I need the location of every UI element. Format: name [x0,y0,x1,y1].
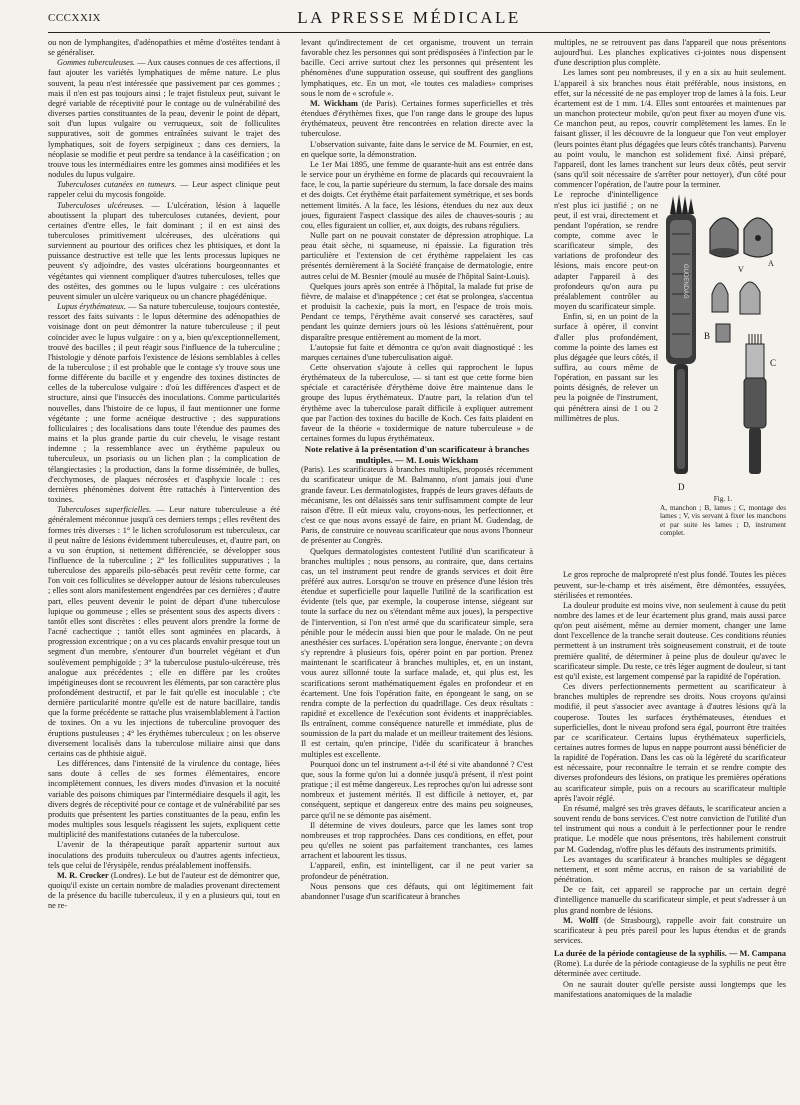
paragraph: Pourquoi donc un tel instrument a-t-il été si vite abandonné ? C'est que, sous la forme qu'on lui a donnée jusqu'à présent, il n'est point pratique ; il est même dangereux. Les reproches qu'on lui adresse sont nombreux et justement mérités. Il est difficile à nettoyer, et, par conséquent, septique et dangereux entre des mains peu soigneuses, parce qu'il ne se démonte pas aisément. [301,759,533,820]
figure-legend: A, manchon ; B, lames ; C, montage des lames ; V, vis servant à fixer les manchons et par suite les lames ; D, instrument complet. [660,503,786,538]
paragraph: Il détermine de vives douleurs, parce que les lames sont trop nombreuses et trop rapprochées. Dans ces conditions, en effet, pour peu qu'elles ne soient pas parfaitement tranchantes, ces lames arrachent et labourent les tissus. [301,820,533,861]
part-manchon [710,218,774,274]
paragraph: Ces divers perfectionnements permettent au scarificateur à branches multiples de reprendre ses droits. Nous croyons qu'ainsi modifié, il peut s'associer avec avantage à d'autres lésions qu'à la couperose. Toutes les surfaces érythémateuses, étendues et superficielles, dont le niveau profond sera égal, pourront être traitées par ce scarificateur. Certains lupus érythémateux superficiels, certaines autres formes de lupus en nappe pourront aussi bénéficier de la rapidité de l'opération. Dans les cas où la légèreté du scarificateur est nécessaire, pour reconnaître le terrain et se rendre compte des diverses profondeurs des lésions, on pratique les premières opérations au scarificateur simple, puis on a recours au scarificateur multiple après l'avoir réglé. [554,682,786,803]
column-1 [48,38,280,1102]
instrument-complete [666,194,696,474]
article-title: Note relative à la présentation d'un scarificateur à branches multiples. — M. Louis Wickham [304,444,530,465]
speaker-name: M. Wolff [563,915,599,925]
paragraph: De ce fait, cet appareil se rapproche par un certain degré d'intelligence manuelle du scarificateur simple, et peut s'adresser à un plus grand nombre de lésions. [554,885,786,915]
column-2 [301,38,533,1102]
part-montage [744,334,776,474]
header-rule [48,32,770,33]
paragraph: ou non de lymphangites, d'adénopathies et même d'ostéites tendant à se généraliser. [48,38,280,58]
paragraph: Les différences, dans l'intensité de la virulence du contage, liées sans doute à celles de ses formes élémentaires, encore incomplètement connues, les divers modes d'invasion et la nocuité variable des poisons chimiques par l'intermédiaire desquels il agit, les divers degrés de réceptivité pour ce contage et de vulnérabilité par ses produits que présentent les parties constituantes de la peau, enfin les modes multiples sous lesquels réagissent les sujets, expliquent cette multiplicité des manifestations cutanées de la tuberculose. [48,759,280,840]
part-lames [704,282,760,342]
speaker-name: M. Wickham [310,98,358,108]
label-c: C [770,358,777,369]
paragraph: Nous pensons que ces défauts, qui ont légitimement fait abandonner l'usage d'un scarificateur à branches [301,881,533,901]
figure-wrap-text [554,190,658,424]
paragraph: L'observation suivante, faite dans le service de M. Fournier, en est, en quelque sorte, la démonstration. [301,139,533,159]
page-header [48,8,770,30]
journal-masthead: LA PRESSE MÉDICALE [297,8,521,27]
paragraph: Les avantages du scarificateur à branches multiples se dégagent nettement, et sont même accrus, en raison de sa variabilité de pénétration. [554,854,786,885]
paragraph: La durée de la période contagieuse de la syphilis. — M. Campana (Rome). La durée de la période contagieuse de la syphilis ne peut être déterminée avec certitude. [554,949,786,979]
paragraph: Nulle part on ne pouvait constater de dépression atrophique. La peau était sèche, ni squameuse, ni épaissie. La figuration très particulière et l'extension de cet érythème rappelaient les cas présentés dernièrement à la Société française de dermatologie, entre autres celui de M. Besnier (moulé au musée de l'hôpital Saint-Louis). [301,230,533,281]
paragraph: L'autopsie fut faite et démontra ce qu'on avait diagnostiqué : les marques certaines d'une tuberculisation aiguë. [301,342,533,362]
column-3 [554,38,786,1102]
paragraph: L'appareil, enfin, est inintelligent, car il ne peut varier sa profondeur de pénétration. [301,861,533,881]
paragraph: Le 1er Mai 1895, une femme de quarante-huit ans est entrée dans le service pour un érythème en forme de placards qui recouvraient la face, le cou, la partie supérieure du sternum, la face dorsale des mains et des doigts. Cet érythème était parfaitement symétrique, et ses bords nettement limités. A la face, les lésions, étendues du nez aux deux joues, figuraient l'aspect classique des ailes de chauves-souris ; au cou, elles figuraient un collier, et, aux doigts, des rubans réguliers. [301,159,533,230]
paragraph: levant qu'indirectement de cet organisme, trouvent un terrain favorable chez les personnes qui sont prédisposées à l'infection par le bacille. Ceci arrive surtout chez les personnes qui présentent les phénomènes d'une suppuration osseuse, qui souffrent des ganglions lymphatiques, etc. En un mot, «le toutes ces maladies» comprises sous le nom de « scrofule ». [301,38,533,98]
figure-caption [660,495,786,538]
paragraph: Le reproche d'inintelligence n'est plus ici justifié ; on ne peut, il est vrai, directement et pendant l'opération, se rendre compte, comme avec le scarificateur simple, des variations de profondeur des lésions, mais encore peut-on adapter l'appareil à des profondeurs qu'on aura pu préalablement contrôler au moyen du scarificateur simple. [554,190,658,312]
paragraph: Quelques dermatologistes contestent l'utilité d'un scarificateur à branches multiples ; nous pensons, au contraire, que, dans certains cas, un tel instrument peut rendre de grands services et doit être préféré aux autres. Lorsqu'on se trouve en présence d'une lésion très étendue et superficielle pour laquelle l'utilité de la scarification est évidente (tels que, par exemple, la couperose intense, siégeant sur toute la surface du nez ou s'étendant même aux joues), la perspective de l'intervention, si l'on n'est armé que du scarificateur simple, sera pénible pour le médecin aussi bien que pour le malade. On ne peut anesthésier ces surfaces. L'opération sera longue, énervante ; on devra s'y reprendre à plusieurs fois, opérer point en par portion. Prenez maintenant le scarificateur à branches multiples, et, en un instant, vous aurez sillonné toute la surface malade, et, qui plus est, les scarifications seront mathématiquement égales en profondeur et en écartement. Une fois l'opération faite, en épongeant le sang, on se rendra compte de la perfection du quadrillage. Ces deux résultats : rapidité et excellence de l'exécution sont évidents et inappréciables. Ils entraînent, comme conséquence naturelle et immédiate, plus de soumission de la part du malade et un meilleur traitement des lésions. Il est certain, qu'en principe, l'idée du scarificateur à branches multiples est excellente. [301,546,533,759]
paragraph: Cette observation s'ajoute à celles qui rapprochent le lupus érythémateux de la tuberculose, — si tant est que cette forme bien spéciale et caractérisée d'érythème doive être maintenue dans le groupe des lupus érythémateux. D'autre part, la relation d'un tel érythème avec la tuberculose paraît difficile à expliquer autrement que par l'action des toxines du bacille de Koch. Ces faits plaident en faveur de la théorie « toxidermique de nature tuberculeuse » de certaines formes du lupus érythémateux. [301,363,533,444]
section-heading: Gommes tuberculeuses. [57,58,136,68]
figure-number: Fig. 1. [713,495,733,504]
section-heading: Tuberculoses superficielles. [57,505,152,515]
paragraph: Gommes tuberculeuses. — Aux causes connues de ces affections, il faut ajouter les variétés lymphatiques de même nature. Le plus souvent, la peau n'est intéressée que passivement par ces gommes ; mais il n'en est pas toujours ainsi ; le trajet fistuleux peut, suivant le degré variable de réceptivité pour le contage ou de vulnérabilité des diverses parties constituantes de la peau, devenir le point de départ, soit d'un lupus vulgaire ou verruqueux, soit de folliculites suppuratives, soit de gommes entraînées suivant le trajet des lymphatiques, soit de foyers serpigineux ; dans ces derniers, la néoplasie se modifie et peut perdre sa tendance à la caséification ; on trouve tous les intermédiaires entre les gommes ainsi modifiées et les nodules du lupus vulgaire. [48,58,280,180]
paragraph: Les lames sont peu nombreuses, il y en a six au huit seulement. L'appareil à six branches nous était préférable, nous insistons, en effet, sur la nécessité de ne pas employer trop de lames à la fois. Leur écartement est de 1 mm. 1/4. Elles sont entourées et maintenues par un manchon protecteur mobile, qu'on peut fixer au moyen d'une vis. Ce manchon peut, au repos, couvrir complètement les lames. En le faisant glisser, il les découvre de la longueur que l'on veut employer (leurs pointes étant plus dégagées que leurs côtés tranchants). Parvenu au point voulu, le manchon est solidement fixé. Ainsi préparé, l'appareil, dont les lames tranchent sur leurs deux côtés, peut servir (sans qu'il soit nécessaire de s'arrêter pour nettoyer), d'un côté pour commencer l'opération, de l'autre pour la terminer. [554,68,786,190]
section-heading: Tuberculoses cutanées en tumeurs. [57,180,177,190]
paragraph: L'avenir de la thérapeutique paraît appartenir surtout aux inoculations des produits tuberculeux ou d'autres agents infectieux, tels que celui de l'érysipèle, rendus préalablement inoffensifs. [48,840,280,870]
paragraph: En résumé, malgré ses très graves défauts, le scarificateur ancien a souvent rendu de bons services. C'est notre conviction de l'utilité d'un tel instrument qui nous a conduit à le perfectionner pour le rendre pratique. Le modèle que nous présentons, très habilement construit par M. Gudendag, n'offre plus les défauts des instruments primitifs. [554,803,786,854]
page-folio: CCCXXIX [48,12,102,24]
speaker-name: M. R. Crocker [57,870,109,880]
paragraph: M. R. Crocker (Londres). Le but de l'auteur est de démontrer que, quoiqu'il existe un certain nombre de maladies provenant directement de la présence du bacille tuberculeux, il y en a plusieurs qui, tout en ne re- [48,870,280,911]
paragraph: multiples, ne se retrouvent pas dans l'appareil que nous présentons aujourd'hui. Les planches explicatives ci-jointes nous dispensent d'une description plus complète. [554,38,786,68]
paragraph: Tuberculoses cutanées en tumeurs. — Leur aspect clinique peut rappeler celui du mycosis fongoïde. [48,180,280,200]
label-v: V [738,265,744,275]
paragraph: Le gros reproche de malpropreté n'est plus fondé. Toutes les pièces peuvent, sur-le-champ et très aisément, être démontées, essuyées, stérilisées et remontées. [554,570,786,600]
paragraph: (Paris). Les scarificateurs à branches multiples, proposés récemment du scarificateur unique de M. Balmanno, n'ont jamais joui d'une grande faveur. Les dermatologistes, frappés de leurs graves défauts de mécanisme, les ont délaissés sans tenir suffisamment compte de leur raison d'être. Il eût mieux valu, croyons-nous, les perfectionner, et c'est ce que nous avons essayé de faire, en priant M. Gudendag, de Paris, de construire ce nouveau scarificateur que nous avons l'honneur de présenter au Congrès. [301,465,533,546]
paragraph: Tuberculoses ulcéreuses. — L'ulcération, lésion à laquelle aboutissent la plupart des tuberculoses cutanées, devient, pour certaines d'entre elles, le fait dominant ; il en est ainsi des tuberculoses primitivement ulcéreuses, des ulcérations qui surviennent au pourtour des orifices chez les phtisiques, et dont la puissance destructive est telle que les lents processus lupiques ne peuvent s'y adjoindre, des vastes ulcérations bourgeonnantes et végétantes qui viennent compliquer d'autres tuberculoses, telles que des ostéites, des gommes ou le lupus vulgaire : ces ulcérations peuvent simuler un ulcère variqueux ou un chancre phagédénique. [48,200,280,301]
paragraph: M. Wickham (de Paris). Certaines formes superficielles et très étendues d'érythèmes fixes, que l'on range dans le groupe des lupus érythémateux, peuvent être rencontrées en relation directe avec la tuberculose. [301,98,533,139]
paragraph: La douleur produite est moins vive, non seulement à cause du petit nombre des lames et de leur écartement plus grand, mais aussi parce qu'on peut aisément, même au dernier moment, changer une lame dont l'excellence de la tranche serait douteuse. Ces conditions réunies permettent à un instrument très soigneusement construit, et de toute première qualité, de déterminer à peine plus de douleur qu'avec le scarificateur simple. Du reste, ce très léger augment de douleur, si tant est qu'il existe, est largement compensé par la rapidité de l'opération. [554,600,786,681]
paragraph: On ne saurait douter qu'elle persiste aussi longtemps que les manifestations anatomiques de la maladie [554,979,786,999]
brand-engraving: GUDENDAG [682,264,688,300]
label-a: A [768,259,774,269]
scarifier-illustration [660,194,786,494]
paragraph: M. Wolff (de Strasbourg), rappelle avoir fait construire un scarificateur à peu près pareil pour les lupus étendus et de grands services. [554,915,786,945]
article-title: La durée de la période contagieuse de la syphilis. — M. Campana [554,949,786,959]
section-heading: Tuberculoses ulcéreuses. [57,200,145,210]
label-b: B [704,331,711,342]
section-heading: Lupus érythémateux. [57,302,126,312]
paragraph: Lupus érythémateux. — Sa nature tuberculeuse, toujours contestée, ressort des faits suivants : le lupus détermine des adénopathies de voisinage dont on peut démontrer la nature tuberculeuse ; il peut coïncider avec le lupus vulgaire : on y a, bien qu'exceptionnellement, trouvé des bacilles ; il peut réagir sous l'influence de la tuberculine ; l'histologie y dénote parfois l'existence de lésions semblables à celles de la tuberculose ; il est probable que le contage s'y trouve sous une forme différente du bacille et y engendre des toxines distinctes de celles de la tuberculose vulgaire : d'où les différences d'aspect et de structure, ainsi que l'insuccès des inoculations. Comme particularités nouvelles, dans l'histoire de ce lupus, il faut mentionner une forme végétante ; une forme acnéique destructive ; des suppurations folliculaires ; des localisations dans toute l'étendue des paumes des mains et la plus grande partie du cuir chevelu, le visage restant indemne ; la ressemblance avec un érythème papuleux ou tuberculeux, un psoriasis ou un lichen plan ; la complication de télangiectasies ; la production, dans la forme disséminée, de bulles, d'ecchymoses, de plaques nécrosées et d'asphyxie locale : ces dernières phénomènes doivent être rattachés à l'intervention des toxines. [48,302,280,505]
figure-scarificateur [554,190,786,570]
label-d: D [678,482,685,493]
paragraph: Enfin, si, en un point de la surface à opérer, il convint d'aller plus profondément, comme la pointe des lames est plus dégagée que leurs côtés, il suffira, au cours même de l'opération, en passant sur les points désignés, de relever un peu la poignée de l'instrument, qui pénétrera ainsi de 1 ou 2 millimètres de plus. [554,312,658,423]
paragraph: Quelques jours après son entrée à l'hôpital, la malade fut prise de fièvre, de malaise et d'inappétence ; cet état se prolongea, s'accentua et produisit la cachexie, puis la mort, en l'espace de trois mois. Pendant ce temps, l'érythème avait conservé ses caractères, sauf pendant les quinze derniers jours où les lésions s'atténuèrent, pour disparaître presque entièrement au moment de la mort. [301,281,533,342]
paragraph: Tuberculoses superficielles. — Leur nature tuberculeuse a été généralement méconnue jusqu'à ces derniers temps ; elles revêtent des formes très diverses : 1° le lichen scrofulosorum est tuberculeux, car il peut naître de lésions évidemment tuberculeuses, et, d'autre part, on a vu son éruption, si nettement différenciée, se développer sous l'influence de la tuberculine ; 2° les folliculites suppuratives ; la tuberculose des appareils pilo-sébacés peut revêtir cette forme, car l'on voit ces folliculites se développer autour de lésions tuberculeuses ; elles sont alors manifestement engendrées par ces dernières ; d'autre part, elles peuvent devenir le point de départ d'une tuberculose lupique ou gommeuse ; elles se présentent sous des aspects divers : tantôt elles sont discrètes : elles peuvent alors prendre la forme de l'acné cachectique ; tantôt elles sont agminées en placards, à progression excentrique ; on a vu ces placards envahir presque tout un segment d'un membre, s'entourer d'un bourrelet végétant et d'un soulèvement pemphigoïde ; 3° la tuberculose pustulo-ulcéreuse, très analogue aux précédentes ; elle en diffère par les croûtes impétigineuses dont se recouvrent les éléments, par son caractère plus profondément destructif, et par le fait qu'elle est inoculable ; c'te dernière particularité montre qu'elle est de nature bacillaire, tandis que la forme précédente se rattache plus vraisemblablement à l'action de toxines. On a vu les injections de tuberculine provoquer des éruptions pustuleuses ; 4° les érythèmes tuberculeux ; on les observe diversement localisés dans la tuberculose miliaire ainsi que dans certains cas de phthisie aiguë. [48,505,280,758]
